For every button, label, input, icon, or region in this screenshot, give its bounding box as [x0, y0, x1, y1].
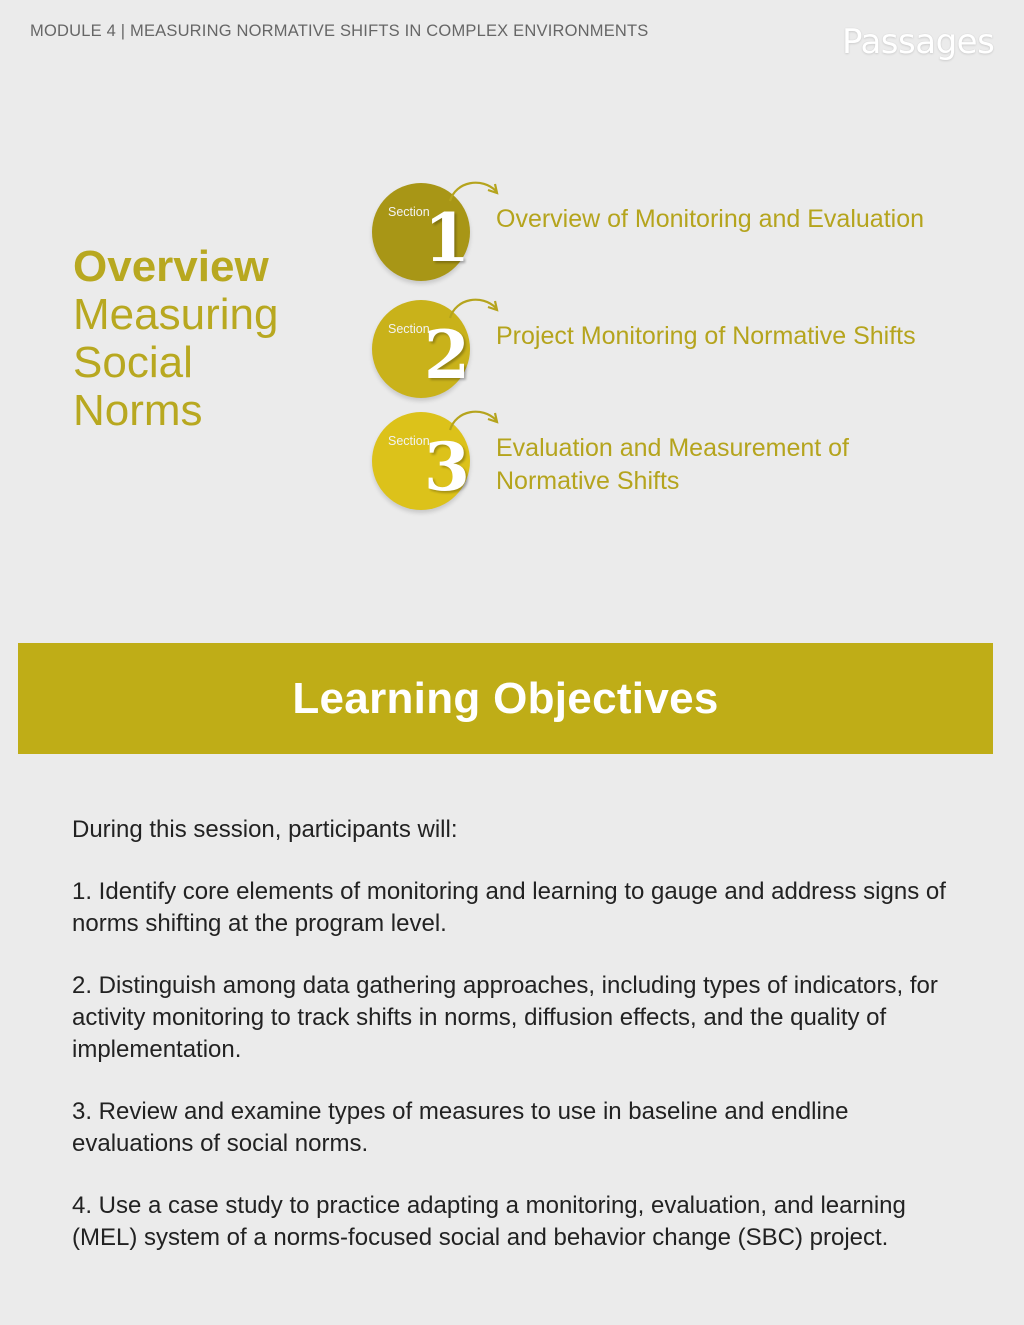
objective-item-2: 2. Distinguish among data gathering approaches, including types of indicators, for activity monitoring to track shifts in norms, diffusion effects, and the quality of implementation.	[72, 972, 938, 1063]
learning-objectives-title: Learning Objectives	[292, 673, 719, 723]
objectives-body	[72, 814, 972, 1284]
module-header: MODULE 4 | MEASURING NORMATIVE SHIFTS IN COMPLEX ENVIRONMENTS	[30, 22, 649, 40]
section-3	[372, 412, 992, 522]
section-2-title: Project Monitoring of Normative Shifts	[496, 322, 916, 350]
section-2-label: Section	[388, 322, 430, 336]
objectives-intro: During this session, participants will:	[72, 816, 458, 843]
section-2-number: 2	[424, 316, 470, 394]
passages-logo: Passages	[842, 22, 995, 62]
objective-item-1: 1. Identify core elements of monitoring and learning to gauge and address signs of norms shifting at the program level.	[72, 878, 946, 937]
curved-arrow-icon	[444, 294, 504, 334]
section-3-title: Evaluation and Measurement of Normative Shifts	[496, 434, 849, 495]
learning-objectives-banner	[18, 643, 993, 754]
overview-title: Overview	[73, 242, 269, 291]
section-3-label: Section	[388, 434, 430, 448]
section-2	[372, 300, 992, 410]
objective-item-4: 4. Use a case study to practice adapting a monitoring, evaluation, and learning (MEL) system of a norms-focused social and behavior change (SBC) project.	[72, 1192, 906, 1251]
objective-item-3: 3. Review and examine types of measures to use in baseline and endline evaluations of social norms.	[72, 1098, 849, 1157]
overview-subtitle-line-2: Social	[73, 338, 193, 387]
curved-arrow-icon	[444, 177, 504, 217]
section-1-number: 1	[424, 199, 470, 277]
section-1-label: Section	[388, 205, 430, 219]
section-1	[372, 183, 992, 293]
overview-heading	[73, 243, 278, 435]
section-1-title: Overview of Monitoring and Evaluation	[496, 205, 925, 233]
overview-subtitle-line-1: Measuring	[73, 290, 279, 339]
curved-arrow-icon	[444, 406, 504, 446]
overview-subtitle-line-3: Norms	[73, 386, 203, 435]
section-3-number: 3	[424, 428, 470, 506]
